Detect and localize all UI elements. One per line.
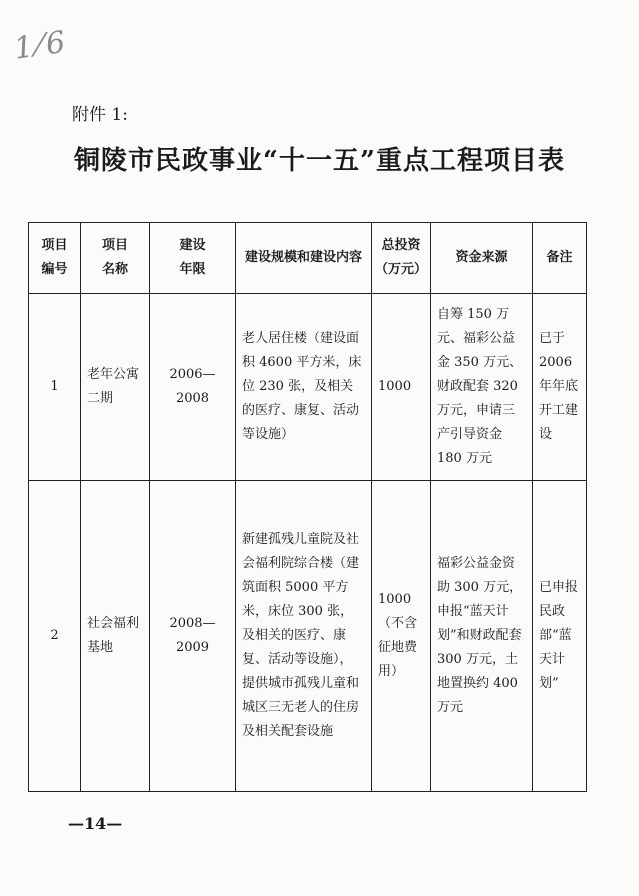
project-table (28, 222, 587, 792)
handwritten-page-mark: 1⁄6 (11, 24, 72, 67)
header-line: 资金来源 (455, 250, 508, 265)
header-construction-scope (236, 223, 372, 294)
cell-funding: 自筹 150 万元、福彩公益金 350 万元、财政配套 320 万元，申请三产引导资金 180 万元 (431, 294, 533, 481)
header-line: 备注 (546, 250, 573, 265)
cell-name: 老年公寓二期 (81, 294, 150, 481)
page-number: —14— (68, 814, 123, 833)
header-line: 建设规模和建设内容 (244, 250, 362, 265)
cell-remarks: 已于 2006 年年底开工建设 (533, 294, 587, 481)
cell-funding: 福彩公益金资助 300 万元，申报“蓝天计划”和财政配套 300 万元，土地置换约 400 万元 (431, 481, 533, 792)
attachment-label: 附件 1: (72, 105, 128, 125)
header-funding-source (431, 223, 533, 294)
header-line: 编号 (41, 262, 68, 277)
cell-investment: 1000 (372, 294, 431, 481)
header-line: 项目 (41, 238, 68, 253)
cell-number: 2 (29, 481, 81, 792)
header-construction-period (150, 223, 236, 294)
cell-scope: 新建孤残儿童院及社会福利院综合楼（建筑面积 5000 平方米，床位 300 张，及相关的医疗、康复、活动等设施），提供城市孤残儿童和城区三无老人的住房及相关配套设施 (236, 481, 372, 792)
cell-number: 1 (29, 294, 81, 481)
table-header-row (29, 223, 587, 294)
cell-investment: 1000（不含征地费用） (372, 481, 431, 792)
header-line: 建设 (179, 238, 206, 253)
document-title: 铜陵市民政事业“十一五”重点工程项目表 (74, 146, 565, 176)
header-line: 项目 (101, 238, 128, 253)
cell-name: 社会福利基地 (81, 481, 150, 792)
header-total-investment (372, 223, 431, 294)
header-project-name (81, 223, 150, 294)
cell-remarks: 已申报民政部“蓝天计划” (533, 481, 587, 792)
cell-period: 2006—2008 (150, 294, 236, 481)
header-remarks (533, 223, 587, 294)
table-row (29, 481, 587, 792)
header-line: 总投资 (381, 238, 421, 253)
header-line: 年限 (179, 262, 206, 277)
table-row (29, 294, 587, 481)
header-project-number (29, 223, 81, 294)
header-line: 名称 (101, 262, 128, 277)
header-line: （万元） (374, 262, 427, 277)
cell-scope: 老人居住楼（建设面积 4600 平方米，床位 230 张，及相关的医疗、康复、活动等设施） (236, 294, 372, 481)
cell-period: 2008—2009 (150, 481, 236, 792)
